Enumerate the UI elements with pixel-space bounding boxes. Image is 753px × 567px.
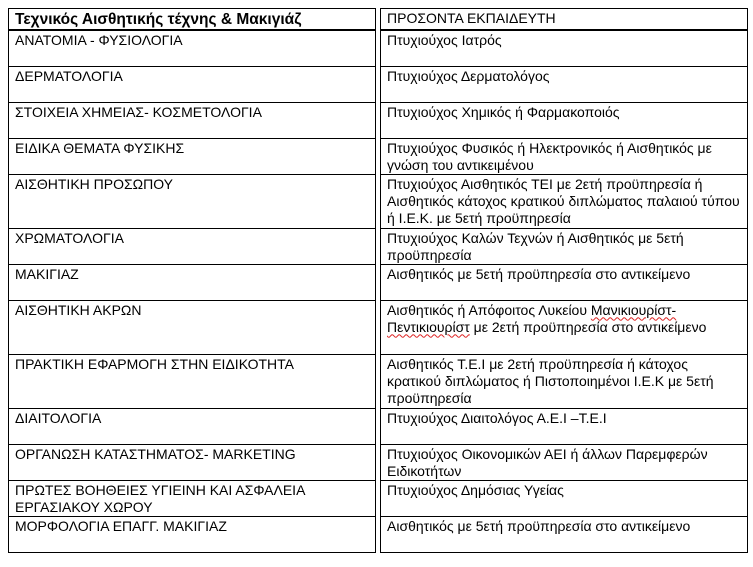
subject-cell: ΑΝΑΤΟΜΙΑ - ΦΥΣΙΟΛΟΓΙΑ (9, 30, 376, 66)
qualification-cell: Πτυχιούχος Δημόσιας Υγείας (381, 480, 748, 516)
table-row (9, 66, 748, 102)
header-qualification: ΠΡΟΣΟΝΤΑ ΕΚΠΑΙΔΕΥΤΗ (381, 9, 748, 31)
subject-cell: ΟΡΓΑΝΩΣΗ ΚΑΤΑΣΤΗΜΑΤΟΣ- MARKETING (9, 444, 376, 480)
table-header-row (9, 9, 748, 31)
qualification-cell: Αισθητικός με 5ετή προϋπηρεσία στο αντικείμενο (381, 516, 748, 552)
table-row (9, 516, 748, 552)
qualification-cell: Πτυχιούχος Ιατρός (381, 30, 748, 66)
table-row (9, 408, 748, 444)
table-row (9, 30, 748, 66)
subject-cell: ΠΡΩΤΕΣ ΒΟΗΘΕΙΕΣ ΥΓΙΕΙΝΗ ΚΑΙ ΑΣΦΑΛΕΙΑ ΕΡΓΑΣΙΑΚΟΥ ΧΩΡΟΥ (9, 480, 376, 516)
table-row (9, 264, 748, 300)
misspelled-word: Πεντικιουρίστ (387, 318, 470, 335)
qualification-cell: Αισθητικός Τ.Ε.Ι με 2ετή προϋπηρεσία ή κάτοχος κρατικού διπλώματος ή Πιστοποιημένοι Ι.Ε.Κ με 5ετή προϋπηρεσία (381, 354, 748, 408)
qualification-text: με 2ετή προϋπηρεσία στο αντικείμενο (469, 318, 707, 335)
qualification-text: Αισθητικός ή Απόφοιτος Λυκείου (387, 301, 591, 318)
subject-cell: ΑΙΣΘΗΤΙΚΗ ΑΚΡΩΝ (9, 300, 376, 354)
subject-cell: ΜΑΚΙΓΙΑΖ (9, 264, 376, 300)
qualification-cell: Πτυχιούχος Αισθητικός ΤΕΙ με 2ετή προϋπηρεσία ή Αισθητικός κάτοχος κρατικού διπλώματος παλαιού τύπου ή Ι.Ε.Κ. με 5ετή προϋπηρεσία (381, 174, 748, 228)
qualification-cell: Πτυχιούχος Χημικός ή Φαρμακοποιός (381, 102, 748, 138)
subject-cell: ΜΟΡΦΟΛΟΓΙΑ ΕΠΑΓΓ. ΜΑΚΙΓΙΑΖ (9, 516, 376, 552)
table-row (9, 354, 748, 408)
qualification-cell: Πτυχιούχος Διαιτολόγος Α.Ε.Ι –Τ.Ε.Ι (381, 408, 748, 444)
table-row (9, 480, 748, 516)
table-row (9, 138, 748, 174)
qualification-cell: Πτυχιούχος Δερματολόγος (381, 66, 748, 102)
table-row (9, 228, 748, 264)
subject-cell: ΕΙΔΙΚΑ ΘΕΜΑΤΑ ΦΥΣΙΚΗΣ (9, 138, 376, 174)
header-subject: Τεχνικός Αισθητικής τέχνης & Μακιγιάζ (9, 9, 376, 31)
qualification-cell: Πτυχιούχος Καλών Τεχνών ή Αισθητικός με 5ετή προϋπηρεσία (381, 228, 748, 264)
table-row (9, 174, 748, 228)
subject-cell: ΧΡΩΜΑΤΟΛΟΓΙΑ (9, 228, 376, 264)
subject-cell: ΣΤΟΙΧΕΙΑ ΧΗΜΕΙΑΣ- ΚΟΣΜΕΤΟΛΟΓΙΑ (9, 102, 376, 138)
qualifications-table (8, 8, 748, 553)
document-page (8, 8, 748, 553)
table-row (9, 444, 748, 480)
qualification-cell: Πτυχιούχος Φυσικός ή Ηλεκτρονικός ή Αισθητικός με γνώση του αντικειμένου (381, 138, 748, 174)
table-row (9, 102, 748, 138)
table-row (9, 300, 748, 354)
qualification-cell (381, 300, 748, 354)
subject-cell: ΠΡΑΚΤΙΚΗ ΕΦΑΡΜΟΓΗ ΣΤΗΝ ΕΙΔΙΚΟΤΗΤΑ (9, 354, 376, 408)
misspelled-word: Μανικιουρίστ- (590, 301, 677, 318)
subject-cell: ΔΕΡΜΑΤΟΛΟΓΙΑ (9, 66, 376, 102)
subject-cell: ΑΙΣΘΗΤΙΚΗ ΠΡΟΣΩΠΟΥ (9, 174, 376, 228)
qualification-cell: Πτυχιούχος Οικονομικών ΑΕΙ ή άλλων Παρεμφερών Ειδικοτήτων (381, 444, 748, 480)
qualification-cell: Αισθητικός με 5ετή προϋπηρεσία στο αντικείμενο (381, 264, 748, 300)
subject-cell: ΔΙΑΙΤΟΛΟΓΙΑ (9, 408, 376, 444)
